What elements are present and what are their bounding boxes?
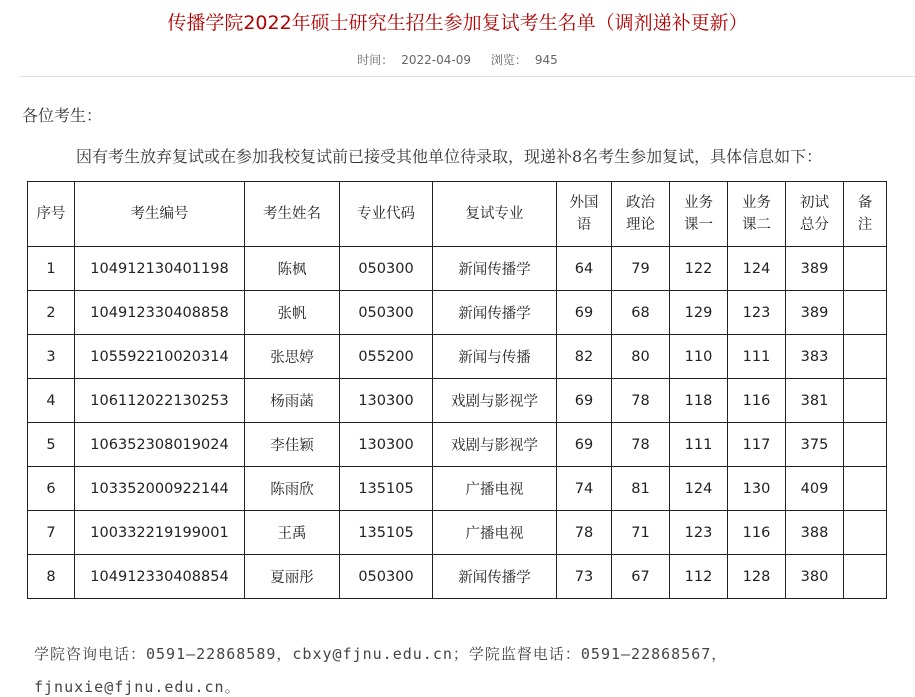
article-title: 传播学院2022年硕士研究生招生参加复试考生名单（调剂递补更新） <box>167 12 748 34</box>
footer-contact-line: 学院咨询电话：0591—22868589，cbxy@fjnu.edu.cn；学院监督电话：0591—22868567， <box>34 645 728 663</box>
time-value: 2022-04-09 <box>401 53 471 67</box>
title-divider <box>20 76 915 77</box>
table-row <box>28 247 887 291</box>
table-cell: 389 <box>786 247 844 291</box>
table-row <box>28 555 887 599</box>
table-cell: 111 <box>728 335 786 379</box>
table-cell: 375 <box>786 423 844 467</box>
table-cell: 78 <box>612 423 670 467</box>
candidate-table <box>27 181 887 599</box>
table-cell: 124 <box>728 247 786 291</box>
table-cell: 409 <box>786 467 844 511</box>
table-row <box>28 423 887 467</box>
table-cell: 新闻传播学 <box>433 555 557 599</box>
table-cell: 110 <box>670 335 728 379</box>
table-row <box>28 291 887 335</box>
table-cell: 130300 <box>340 423 433 467</box>
table-cell: 6 <box>28 467 75 511</box>
table-cell: 杨雨菡 <box>245 379 340 423</box>
table-cell: 广播电视 <box>433 511 557 555</box>
table-cell: 广播电视 <box>433 467 557 511</box>
time-label: 时间： <box>357 53 394 67</box>
column-header: 专业代码 <box>340 182 433 247</box>
table-cell: 117 <box>728 423 786 467</box>
table-cell: 106112022130253 <box>75 379 245 423</box>
table-row <box>28 467 887 511</box>
table-cell: 夏丽彤 <box>245 555 340 599</box>
greeting: 各位考生： <box>22 106 103 125</box>
table-body <box>28 247 887 599</box>
column-header: 业务 课二 <box>728 182 786 247</box>
views-value: 945 <box>534 53 558 67</box>
table-cell: 张思婷 <box>245 335 340 379</box>
column-header: 考生姓名 <box>245 182 340 247</box>
table-cell: 81 <box>612 467 670 511</box>
table-header-row <box>28 182 887 247</box>
table-cell: 1 <box>28 247 75 291</box>
table-cell: 78 <box>557 511 612 555</box>
table-cell: 5 <box>28 423 75 467</box>
table-cell: 050300 <box>340 247 433 291</box>
table-cell: 67 <box>612 555 670 599</box>
table-cell: 李佳颖 <box>245 423 340 467</box>
table-cell: 116 <box>728 379 786 423</box>
intro-paragraph: 因有考生放弃复试或在参加我校复试前已接受其他单位待录取，现递补8名考生参加复试，具体信息如下： <box>76 147 823 166</box>
table-cell: 78 <box>612 379 670 423</box>
table-cell: 116 <box>728 511 786 555</box>
table-cell: 74 <box>557 467 612 511</box>
table-cell: 129 <box>670 291 728 335</box>
table-cell <box>844 511 887 555</box>
table-cell: 123 <box>670 511 728 555</box>
column-header: 政治 理论 <box>612 182 670 247</box>
table-cell: 112 <box>670 555 728 599</box>
table-cell: 7 <box>28 511 75 555</box>
table-cell: 王禹 <box>245 511 340 555</box>
table-cell: 陈雨欣 <box>245 467 340 511</box>
table-cell <box>844 467 887 511</box>
column-header: 序号 <box>28 182 75 247</box>
table-cell: 张帆 <box>245 291 340 335</box>
table-cell: 050300 <box>340 555 433 599</box>
table-cell: 118 <box>670 379 728 423</box>
table-cell: 69 <box>557 423 612 467</box>
table-cell: 128 <box>728 555 786 599</box>
table-cell: 104912330408858 <box>75 291 245 335</box>
table-cell: 380 <box>786 555 844 599</box>
table-cell: 73 <box>557 555 612 599</box>
table-cell: 68 <box>612 291 670 335</box>
table-cell: 135105 <box>340 511 433 555</box>
table-cell: 105592210020314 <box>75 335 245 379</box>
table-cell: 130 <box>728 467 786 511</box>
table-cell: 2 <box>28 291 75 335</box>
footer-contact-email: fjnuxie@fjnu.edu.cn。 <box>34 678 241 696</box>
table-cell: 106352308019024 <box>75 423 245 467</box>
table-cell <box>844 291 887 335</box>
table-cell: 104912130401198 <box>75 247 245 291</box>
view-count <box>487 53 562 67</box>
table-cell: 新闻与传播 <box>433 335 557 379</box>
table-cell: 4 <box>28 379 75 423</box>
table-cell: 71 <box>612 511 670 555</box>
table-cell: 383 <box>786 335 844 379</box>
table-cell: 80 <box>612 335 670 379</box>
column-header: 考生编号 <box>75 182 245 247</box>
views-label: 浏览： <box>490 53 527 67</box>
article-meta <box>0 51 915 68</box>
table-cell: 82 <box>557 335 612 379</box>
table-row <box>28 335 887 379</box>
table-cell: 055200 <box>340 335 433 379</box>
table-cell: 新闻传播学 <box>433 247 557 291</box>
table-cell: 3 <box>28 335 75 379</box>
column-header: 业务 课一 <box>670 182 728 247</box>
table-cell: 64 <box>557 247 612 291</box>
table-cell: 新闻传播学 <box>433 291 557 335</box>
table-cell <box>844 423 887 467</box>
table-cell: 69 <box>557 379 612 423</box>
table-cell: 389 <box>786 291 844 335</box>
table-cell: 79 <box>612 247 670 291</box>
table-cell: 124 <box>670 467 728 511</box>
table-cell: 104912330408854 <box>75 555 245 599</box>
table-cell: 戏剧与影视学 <box>433 423 557 467</box>
table-cell: 100332219199001 <box>75 511 245 555</box>
table-cell <box>844 555 887 599</box>
column-header: 外国 语 <box>557 182 612 247</box>
column-header: 初试 总分 <box>786 182 844 247</box>
table-cell: 050300 <box>340 291 433 335</box>
table-cell: 69 <box>557 291 612 335</box>
column-header: 复试专业 <box>433 182 557 247</box>
table-cell: 122 <box>670 247 728 291</box>
table-cell <box>844 335 887 379</box>
column-header: 备 注 <box>844 182 887 247</box>
table-cell: 8 <box>28 555 75 599</box>
table-cell: 陈枫 <box>245 247 340 291</box>
table-row <box>28 379 887 423</box>
table-cell <box>844 379 887 423</box>
table-cell <box>844 247 887 291</box>
table-cell: 103352000922144 <box>75 467 245 511</box>
table-row <box>28 511 887 555</box>
table-cell: 135105 <box>340 467 433 511</box>
publish-time <box>353 53 475 67</box>
table-cell: 戏剧与影视学 <box>433 379 557 423</box>
table-cell: 123 <box>728 291 786 335</box>
table-cell: 388 <box>786 511 844 555</box>
table-cell: 111 <box>670 423 728 467</box>
table-cell: 381 <box>786 379 844 423</box>
table-cell: 130300 <box>340 379 433 423</box>
